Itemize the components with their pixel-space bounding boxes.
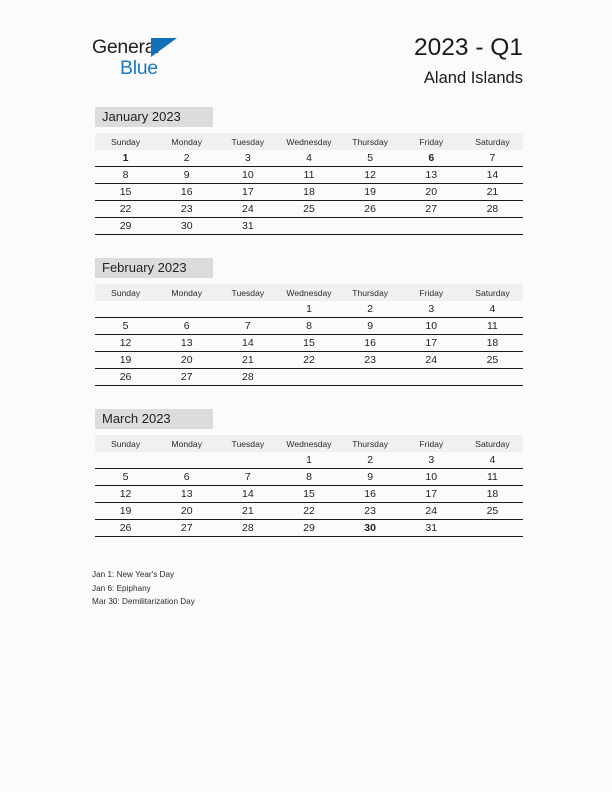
- day-cell-holiday[interactable]: 30: [340, 520, 401, 537]
- day-cell-empty: [340, 218, 401, 235]
- day-cell[interactable]: 28: [217, 520, 278, 537]
- day-cell-empty: [156, 301, 217, 318]
- day-cell-empty: [95, 301, 156, 318]
- week-row: [95, 301, 523, 318]
- day-cell[interactable]: 19: [95, 503, 156, 520]
- weekday-header-row: [95, 133, 523, 150]
- day-cell[interactable]: 12: [340, 167, 401, 184]
- day-cell[interactable]: 25: [462, 503, 523, 520]
- weekday-header-row: [95, 435, 523, 452]
- weekday-header-thursday: Thursday: [340, 284, 401, 301]
- weekday-header-sunday: Sunday: [95, 435, 156, 452]
- logo-text-blue: Blue: [120, 57, 158, 79]
- day-cell[interactable]: 18: [462, 335, 523, 352]
- day-cell[interactable]: 18: [462, 486, 523, 503]
- day-cell[interactable]: 13: [401, 167, 462, 184]
- day-cell[interactable]: 4: [278, 150, 339, 167]
- week-row: [95, 318, 523, 335]
- day-cell[interactable]: 20: [156, 503, 217, 520]
- day-cell[interactable]: 23: [340, 503, 401, 520]
- day-cell[interactable]: 24: [217, 201, 278, 218]
- weekday-header-monday: Monday: [156, 284, 217, 301]
- day-cell[interactable]: 9: [340, 469, 401, 486]
- week-row: [95, 452, 523, 469]
- day-cell[interactable]: 3: [401, 301, 462, 318]
- day-cell[interactable]: 9: [340, 318, 401, 335]
- day-cell[interactable]: 5: [95, 318, 156, 335]
- weekday-header-tuesday: Tuesday: [217, 435, 278, 452]
- day-cell[interactable]: 4: [462, 452, 523, 469]
- day-cell[interactable]: 29: [278, 520, 339, 537]
- day-cell[interactable]: 17: [401, 335, 462, 352]
- day-cell[interactable]: 8: [278, 469, 339, 486]
- day-cell[interactable]: 13: [156, 335, 217, 352]
- day-cell[interactable]: 25: [278, 201, 339, 218]
- day-cell[interactable]: 12: [95, 335, 156, 352]
- day-cell[interactable]: 23: [340, 352, 401, 369]
- logo-text-general: General: [92, 36, 160, 58]
- day-cell[interactable]: 17: [217, 184, 278, 201]
- day-cell[interactable]: 2: [156, 150, 217, 167]
- day-cell[interactable]: 16: [156, 184, 217, 201]
- calendar-table: [95, 435, 523, 537]
- day-cell[interactable]: 31: [401, 520, 462, 537]
- day-cell[interactable]: 8: [95, 167, 156, 184]
- day-cell[interactable]: 15: [95, 184, 156, 201]
- day-cell[interactable]: 7: [217, 469, 278, 486]
- weekday-header-friday: Friday: [401, 435, 462, 452]
- day-cell[interactable]: 6: [156, 469, 217, 486]
- day-cell[interactable]: 3: [217, 150, 278, 167]
- week-row: [95, 486, 523, 503]
- day-cell[interactable]: 21: [462, 184, 523, 201]
- month-title: February 2023: [95, 258, 213, 278]
- day-cell[interactable]: 26: [95, 520, 156, 537]
- weekday-header-tuesday: Tuesday: [217, 284, 278, 301]
- weekday-header-monday: Monday: [156, 435, 217, 452]
- day-cell[interactable]: 16: [340, 335, 401, 352]
- day-cell[interactable]: 28: [462, 201, 523, 218]
- day-cell[interactable]: 10: [401, 469, 462, 486]
- day-cell[interactable]: 9: [156, 167, 217, 184]
- day-cell-empty: [401, 218, 462, 235]
- day-cell[interactable]: 11: [278, 167, 339, 184]
- week-row: [95, 469, 523, 486]
- day-cell-holiday[interactable]: 6: [401, 150, 462, 167]
- page-title: 2023 - Q1: [414, 34, 523, 61]
- day-cell[interactable]: 18: [278, 184, 339, 201]
- blue-triangle-icon: [151, 38, 177, 57]
- day-cell[interactable]: 15: [278, 335, 339, 352]
- day-cell[interactable]: 4: [462, 301, 523, 318]
- week-row: [95, 369, 523, 386]
- day-cell[interactable]: 19: [95, 352, 156, 369]
- day-cell-empty: [278, 218, 339, 235]
- day-cell[interactable]: 5: [95, 469, 156, 486]
- day-cell[interactable]: 22: [278, 503, 339, 520]
- holiday-note: Mar 30: Demilitarization Day: [92, 597, 195, 607]
- day-cell-empty: [462, 520, 523, 537]
- day-cell[interactable]: 10: [401, 318, 462, 335]
- week-row: [95, 503, 523, 520]
- day-cell[interactable]: 1: [278, 452, 339, 469]
- day-cell[interactable]: 7: [217, 318, 278, 335]
- week-row: [95, 218, 523, 235]
- weekday-header-sunday: Sunday: [95, 284, 156, 301]
- calendar-table: [95, 133, 523, 235]
- holiday-note: Jan 1: New Year's Day: [92, 570, 175, 579]
- day-cell[interactable]: 27: [401, 201, 462, 218]
- day-cell[interactable]: 31: [217, 218, 278, 235]
- weekday-header-saturday: Saturday: [462, 435, 523, 452]
- week-row: [95, 335, 523, 352]
- page-header: [0, 0, 612, 100]
- day-cell-empty: [156, 452, 217, 469]
- day-cell[interactable]: 24: [401, 352, 462, 369]
- day-cell-empty: [401, 369, 462, 386]
- month-block-february: [95, 258, 523, 386]
- week-row: [95, 167, 523, 184]
- day-cell[interactable]: 26: [340, 201, 401, 218]
- day-cell[interactable]: 2: [340, 301, 401, 318]
- day-cell-empty: [217, 452, 278, 469]
- weekday-header-tuesday: Tuesday: [217, 133, 278, 150]
- day-cell[interactable]: 13: [156, 486, 217, 503]
- day-cell[interactable]: 16: [340, 486, 401, 503]
- general-blue-logo: [92, 36, 202, 82]
- day-cell[interactable]: 7: [462, 150, 523, 167]
- day-cell-empty: [217, 301, 278, 318]
- day-cell[interactable]: 2: [340, 452, 401, 469]
- day-cell[interactable]: 20: [401, 184, 462, 201]
- day-cell[interactable]: 22: [95, 201, 156, 218]
- week-row: [95, 352, 523, 369]
- day-cell-empty: [462, 369, 523, 386]
- weekday-header-wednesday: Wednesday: [278, 284, 339, 301]
- week-row: [95, 184, 523, 201]
- day-cell[interactable]: 10: [217, 167, 278, 184]
- day-cell[interactable]: 11: [462, 469, 523, 486]
- day-cell-empty: [340, 369, 401, 386]
- day-cell[interactable]: 14: [217, 335, 278, 352]
- day-cell[interactable]: 21: [217, 503, 278, 520]
- day-cell[interactable]: 28: [217, 369, 278, 386]
- calendar-table: [95, 284, 523, 386]
- holiday-note: Jan 6: Epiphany: [92, 583, 151, 593]
- day-cell[interactable]: 14: [462, 167, 523, 184]
- weekday-header-saturday: Saturday: [462, 133, 523, 150]
- weekday-header-thursday: Thursday: [340, 435, 401, 452]
- day-cell[interactable]: 21: [217, 352, 278, 369]
- day-cell[interactable]: 3: [401, 452, 462, 469]
- weekday-header-monday: Monday: [156, 133, 217, 150]
- weekday-header-wednesday: Wednesday: [278, 435, 339, 452]
- day-cell[interactable]: 23: [156, 201, 217, 218]
- day-cell[interactable]: 19: [340, 184, 401, 201]
- weekday-header-thursday: Thursday: [340, 133, 401, 150]
- weekday-header-sunday: Sunday: [95, 133, 156, 150]
- day-cell-holiday[interactable]: 1: [95, 150, 156, 167]
- day-cell-empty: [95, 452, 156, 469]
- day-cell[interactable]: 25: [462, 352, 523, 369]
- month-title: January 2023: [95, 107, 213, 127]
- holiday-notes-list: [92, 568, 512, 609]
- day-cell-empty: [462, 218, 523, 235]
- day-cell[interactable]: 24: [401, 503, 462, 520]
- weekday-header-friday: Friday: [401, 284, 462, 301]
- day-cell[interactable]: 17: [401, 486, 462, 503]
- weekday-header-row: [95, 284, 523, 301]
- day-cell[interactable]: 11: [462, 318, 523, 335]
- weekday-header-friday: Friday: [401, 133, 462, 150]
- day-cell[interactable]: 27: [156, 520, 217, 537]
- month-block-march: [95, 409, 523, 537]
- day-cell[interactable]: 27: [156, 369, 217, 386]
- month-title: March 2023: [95, 409, 213, 429]
- day-cell[interactable]: 20: [156, 352, 217, 369]
- day-cell[interactable]: 6: [156, 318, 217, 335]
- weekday-header-wednesday: Wednesday: [278, 133, 339, 150]
- day-cell[interactable]: 29: [95, 218, 156, 235]
- day-cell[interactable]: 1: [278, 301, 339, 318]
- title-block: [414, 33, 523, 89]
- week-row: [95, 520, 523, 537]
- day-cell[interactable]: 15: [278, 486, 339, 503]
- week-row: [95, 150, 523, 167]
- day-cell[interactable]: 5: [340, 150, 401, 167]
- weekday-header-saturday: Saturday: [462, 284, 523, 301]
- day-cell[interactable]: 14: [217, 486, 278, 503]
- day-cell[interactable]: 30: [156, 218, 217, 235]
- day-cell[interactable]: 22: [278, 352, 339, 369]
- day-cell[interactable]: 26: [95, 369, 156, 386]
- month-block-january: [95, 107, 523, 235]
- day-cell[interactable]: 12: [95, 486, 156, 503]
- day-cell-empty: [278, 369, 339, 386]
- page-subtitle: Aland Islands: [423, 69, 523, 87]
- day-cell[interactable]: 8: [278, 318, 339, 335]
- week-row: [95, 201, 523, 218]
